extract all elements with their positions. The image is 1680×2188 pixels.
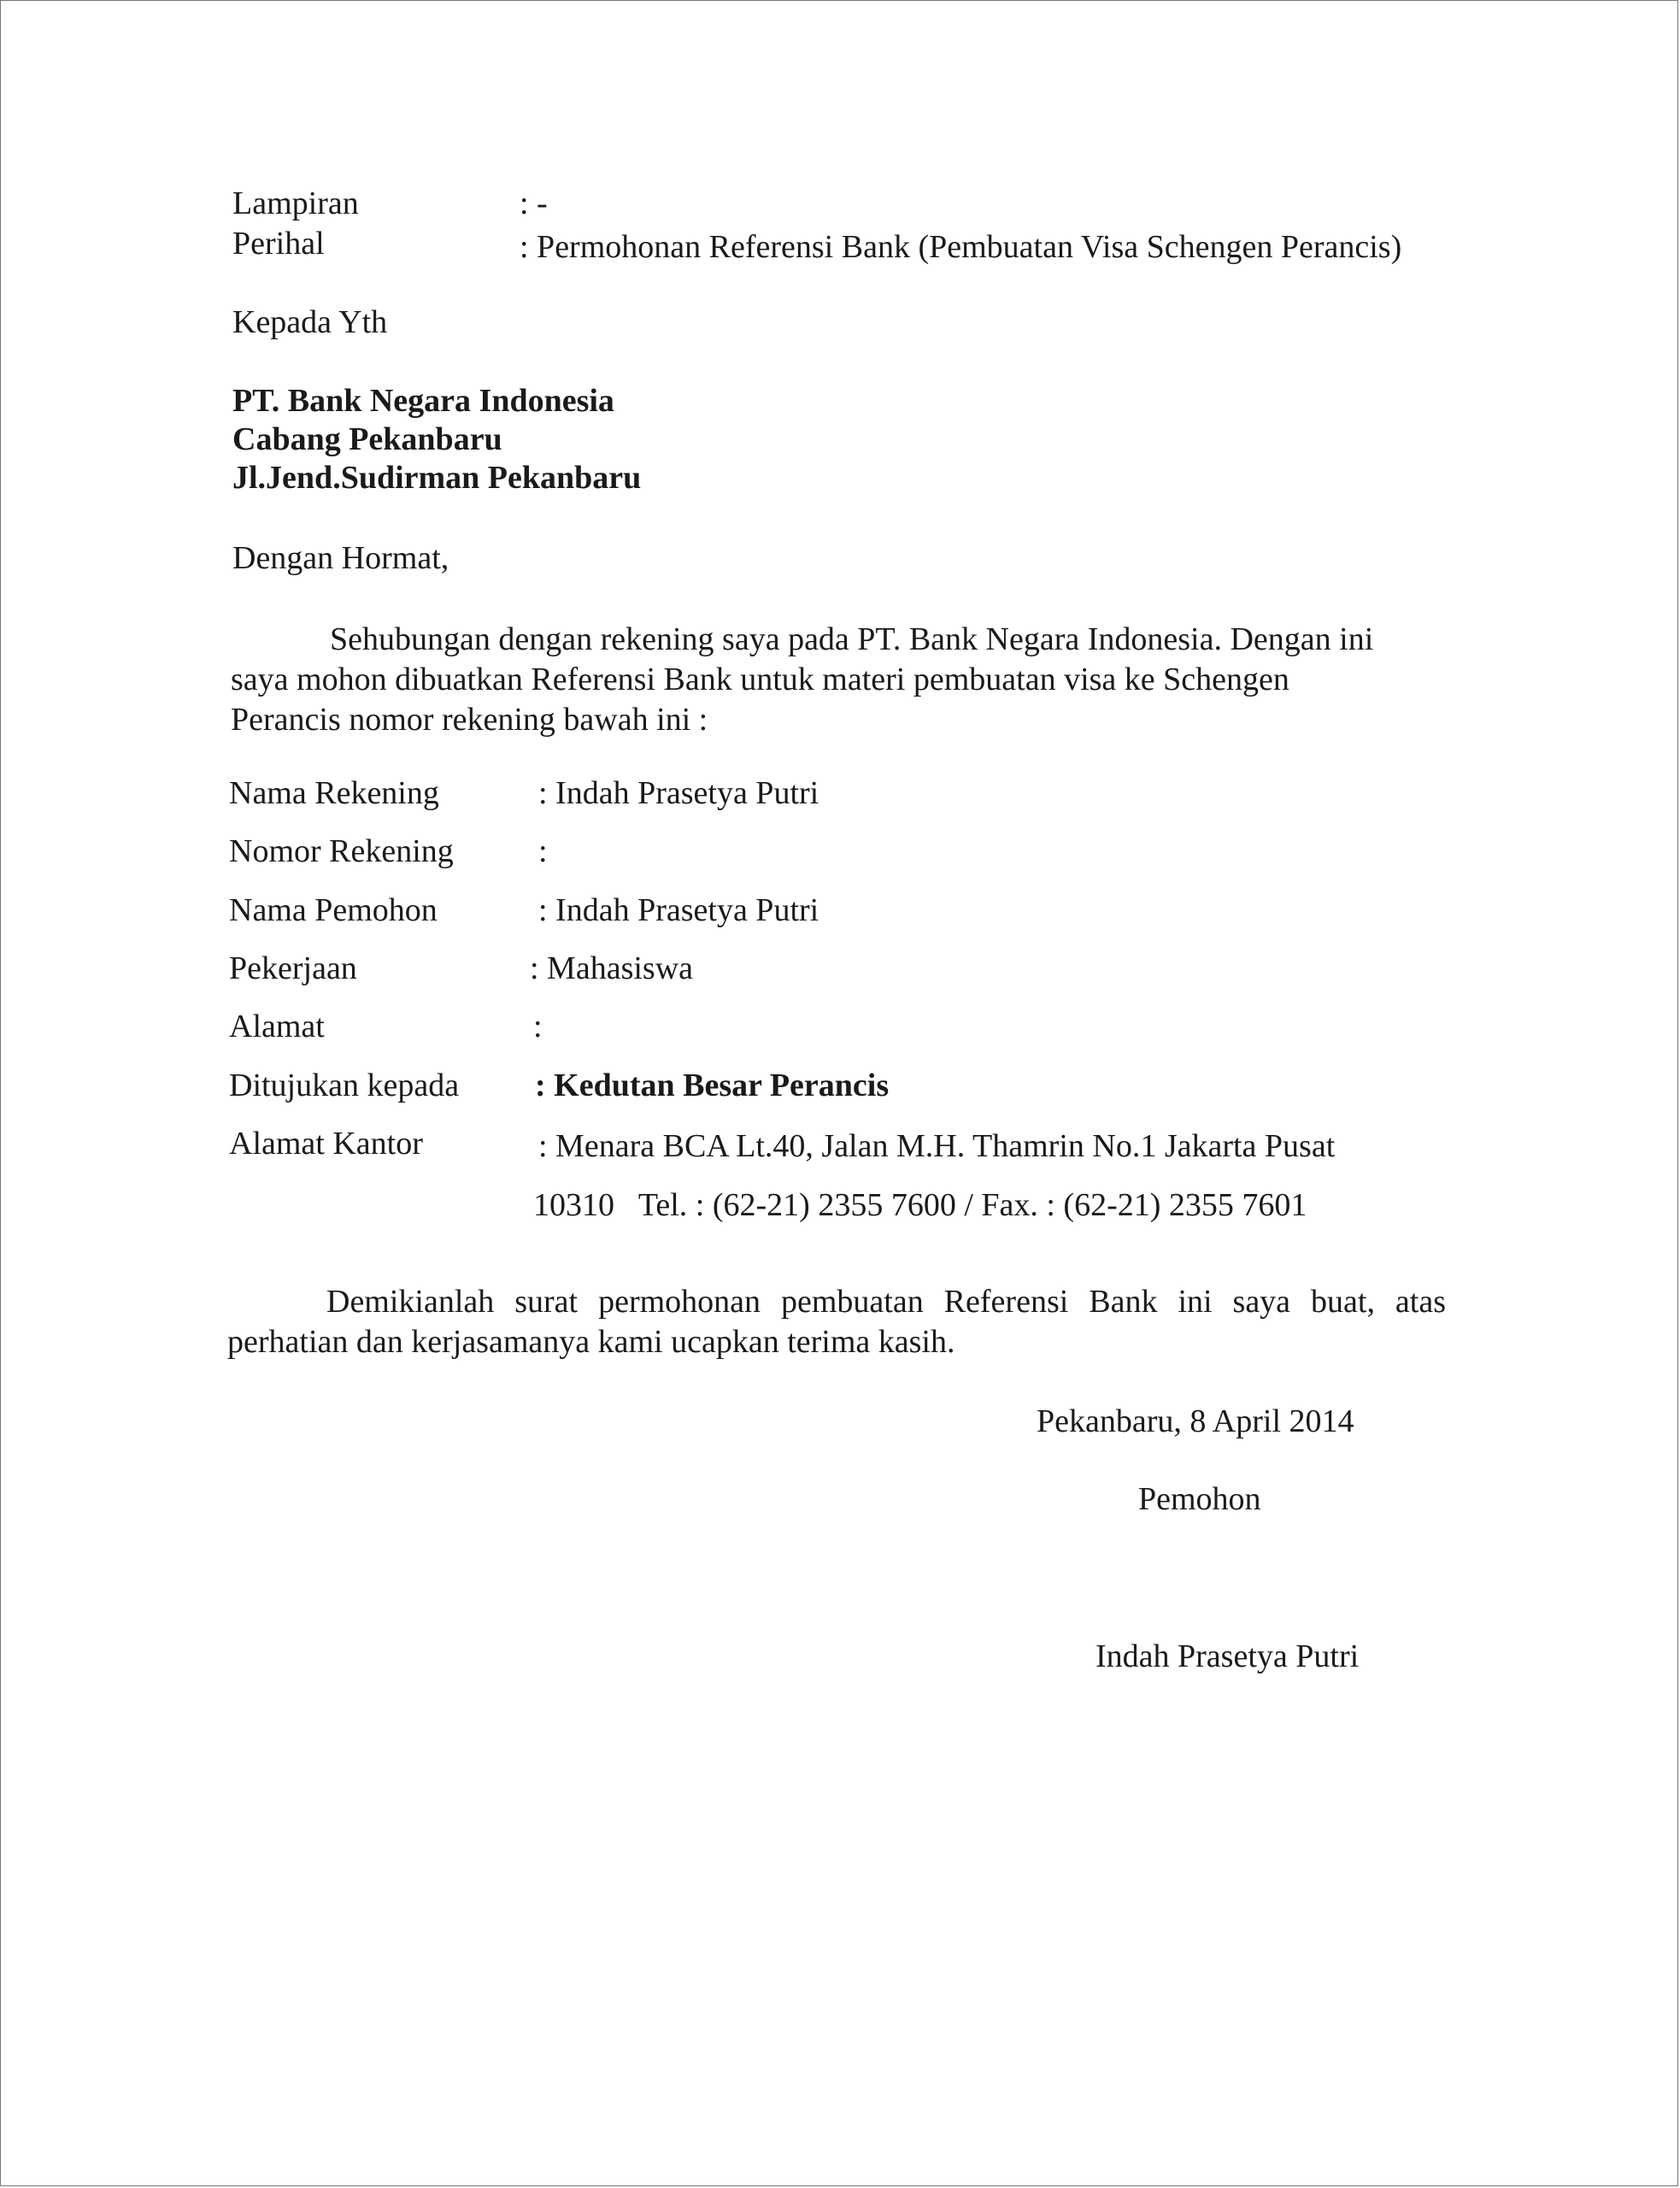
- greeting: Dengan Hormat,: [232, 540, 449, 576]
- intro-line-3: Perancis nomor rekening bawah ini :: [231, 702, 708, 738]
- lampiran-value: : -: [520, 185, 548, 221]
- detail-label-alamat-kantor: Alamat Kantor: [229, 1126, 423, 1162]
- salutation: Kepada Yth: [232, 304, 388, 340]
- detail-label-nomor-rekening: Nomor Rekening: [229, 833, 454, 869]
- recipient-branch: Cabang Pekanbaru: [232, 421, 502, 457]
- detail-label-nama-pemohon: Nama Pemohon: [229, 892, 438, 928]
- intro-line-2: saya mohon dibuatkan Referensi Bank untuk materi pembuatan visa ke Schengen: [231, 662, 1289, 697]
- intro-line-1: Sehubungan dengan rekening saya pada PT. Bank Negara Indonesia. Dengan ini: [330, 621, 1374, 657]
- closing-paragraph: [227, 1282, 1446, 1362]
- detail-value-nomor-rekening: :: [538, 833, 548, 869]
- closing-line-2: perhatian dan kerjasamanya kami ucapkan terima kasih.: [227, 1324, 955, 1360]
- lampiran-label: Lampiran: [232, 185, 359, 221]
- detail-label-nama-rekening: Nama Rekening: [229, 775, 439, 811]
- intro-paragraph: [231, 620, 1430, 740]
- perihal-value: : Permohonan Referensi Bank (Pembuatan Visa Schengen Perancis): [520, 229, 1402, 265]
- detail-value-alamat-kantor: : Menara BCA Lt.40, Jalan M.H. Thamrin No.1 Jakarta Pusat: [538, 1128, 1336, 1164]
- detail-label-ditujukan-kepada: Ditujukan kepada: [229, 1068, 460, 1103]
- recipient-address: Jl.Jend.Sudirman Pekanbaru: [232, 460, 642, 496]
- detail-label-alamat: Alamat: [229, 1009, 325, 1044]
- recipient-name: PT. Bank Negara Indonesia: [232, 383, 614, 419]
- signer-name: Indah Prasetya Putri: [1096, 1638, 1360, 1674]
- detail-value-nama-rekening: : Indah Prasetya Putri: [538, 775, 819, 811]
- detail-value-pekerjaan: : Mahasiswa: [530, 950, 694, 986]
- closing-line-1: Demikianlah surat permohonan pembuatan Referensi Bank ini saya buat, atas: [326, 1284, 1446, 1320]
- detail-value-ditujukan-kepada: : Kedutan Besar Perancis: [535, 1068, 890, 1103]
- address-continuation: 10310 Tel. : (62-21) 2355 7600 / Fax. : (62-21) 2355 7601: [533, 1187, 1307, 1223]
- detail-label-pekerjaan: Pekerjaan: [229, 950, 357, 986]
- detail-value-alamat: :: [533, 1009, 543, 1044]
- perihal-label: Perihal: [232, 226, 325, 262]
- signer-role: Pemohon: [1138, 1481, 1261, 1517]
- detail-value-nama-pemohon: : Indah Prasetya Putri: [538, 892, 819, 928]
- place-date: Pekanbaru, 8 April 2014: [1037, 1403, 1354, 1439]
